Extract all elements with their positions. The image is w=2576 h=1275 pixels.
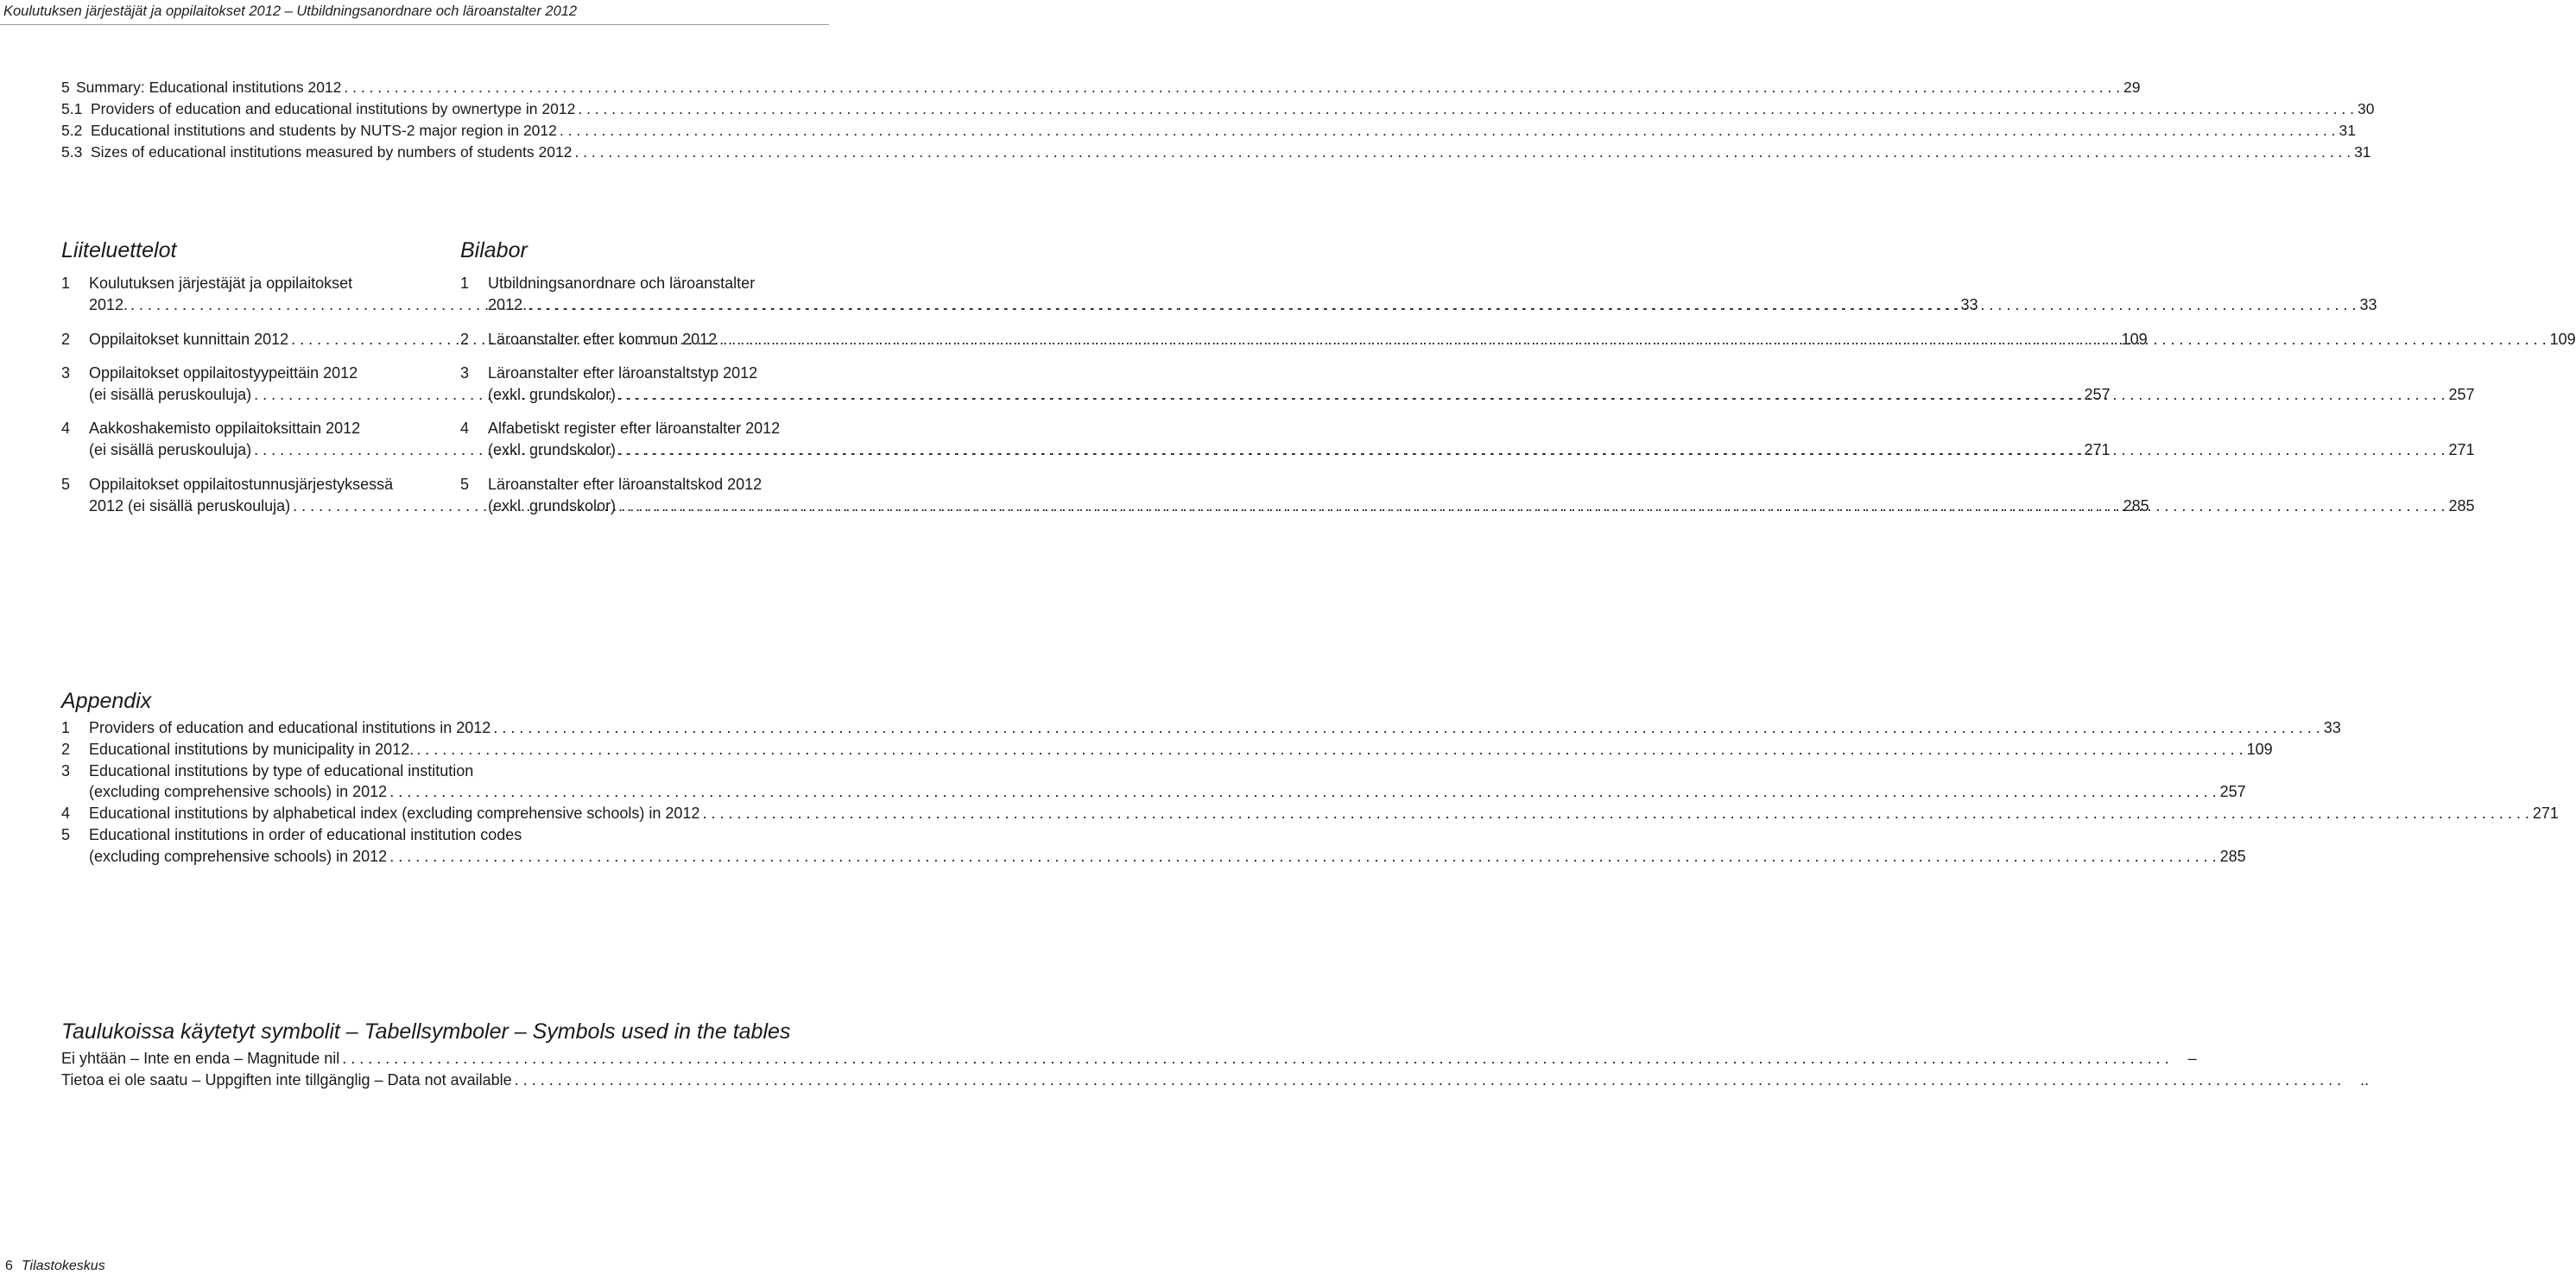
liiteluettelot-heading: Liiteluettelot bbox=[61, 238, 177, 262]
dot-leader bbox=[578, 99, 2354, 118]
toc-title-continued: (exkl. grundskolor) bbox=[488, 441, 617, 458]
toc-page: 31 bbox=[2339, 122, 2357, 139]
dot-leader bbox=[574, 142, 2351, 161]
toc-number: 5.3 bbox=[61, 143, 83, 161]
toc-number: 2 bbox=[460, 331, 470, 348]
bilabor-heading: Bilabor bbox=[460, 238, 528, 262]
toc-title: Educational institutions by type of educational institution bbox=[89, 762, 474, 780]
toc-entry-5-1[interactable] bbox=[61, 99, 2375, 118]
toc-number: 3 bbox=[61, 762, 71, 780]
toc-number: 2 bbox=[61, 331, 71, 348]
dot-leader bbox=[515, 1070, 2341, 1089]
toc-page: 285 bbox=[2219, 848, 2246, 865]
appendix-1[interactable] bbox=[61, 718, 2341, 737]
bilaga-5-line2[interactable] bbox=[488, 496, 2475, 515]
liite-1-line1[interactable] bbox=[61, 274, 352, 293]
liite-1-line2[interactable] bbox=[89, 295, 1978, 314]
dot-leader bbox=[529, 295, 2356, 314]
toc-entry-5-2[interactable] bbox=[61, 121, 2357, 140]
toc-page: 33 bbox=[2359, 296, 2377, 313]
toc-title: Oppilaitokset kunnittain 2012 bbox=[89, 331, 289, 348]
toc-title: Läroanstalter efter läroanstaltstyp 2012 bbox=[488, 364, 758, 382]
toc-number: 5 bbox=[61, 476, 71, 493]
toc-number: 4 bbox=[61, 420, 71, 437]
toc-title-continued: (excluding comprehensive schools) in 2012 bbox=[89, 783, 388, 800]
bilaga-4-line1[interactable] bbox=[460, 419, 780, 438]
toc-number: 2 bbox=[61, 741, 71, 758]
toc-entry-5[interactable] bbox=[61, 78, 2141, 97]
toc-number: 5.1 bbox=[61, 100, 83, 117]
dot-leader bbox=[618, 385, 2445, 404]
toc-number: 5 bbox=[460, 476, 470, 493]
bilaga-1-line2[interactable] bbox=[488, 295, 2377, 314]
appendix-3-line2[interactable] bbox=[89, 782, 2246, 801]
toc-page: 257 bbox=[2448, 386, 2475, 403]
toc-page: 109 bbox=[2549, 331, 2576, 348]
liite-5-line1[interactable] bbox=[61, 475, 393, 494]
bilaga-3-line2[interactable] bbox=[488, 385, 2475, 404]
bilaga-3-line1[interactable] bbox=[460, 363, 757, 382]
toc-title: Alfabetiskt register efter läroanstalter 2012 bbox=[488, 420, 781, 437]
dot-leader bbox=[618, 496, 2445, 515]
liite-4-line1[interactable] bbox=[61, 419, 360, 438]
toc-number: 5 bbox=[61, 826, 71, 843]
toc-number: 3 bbox=[61, 364, 71, 382]
bilaga-2[interactable] bbox=[460, 330, 2576, 349]
toc-title-continued: (exkl. grundskolor) bbox=[488, 386, 617, 403]
symbol-label: Ei yhtään – Inte en enda – Magnitude nil bbox=[61, 1050, 340, 1067]
toc-number: 3 bbox=[460, 364, 470, 382]
toc-page: 271 bbox=[2084, 441, 2111, 458]
toc-page: 257 bbox=[2084, 386, 2111, 403]
dot-leader bbox=[389, 782, 2216, 801]
toc-title: Utbildningsanordnare och läroanstalter bbox=[488, 275, 756, 292]
appendix-heading: Appendix bbox=[61, 689, 152, 713]
toc-page: 30 bbox=[2358, 100, 2375, 117]
toc-page: 33 bbox=[1960, 296, 1978, 313]
page-number: 6 bbox=[5, 1259, 13, 1273]
toc-title-continued: 2012 (ei sisällä peruskouluja) bbox=[89, 497, 291, 514]
symbol-not-available bbox=[61, 1070, 2370, 1089]
symbol-glyph: .. bbox=[2360, 1071, 2370, 1089]
toc-title: Läroanstalter efter kommun 2012 bbox=[488, 331, 718, 348]
toc-number: 5.2 bbox=[61, 122, 83, 139]
toc-page: 257 bbox=[2219, 783, 2246, 800]
toc-page: 31 bbox=[2354, 143, 2371, 161]
dot-leader bbox=[719, 330, 2546, 349]
symbol-glyph: – bbox=[2187, 1050, 2197, 1067]
dot-leader bbox=[618, 440, 2445, 459]
running-head bbox=[0, 0, 829, 25]
toc-number: 4 bbox=[61, 805, 71, 822]
toc-title: Summary: Educational institutions 2012 bbox=[76, 79, 342, 96]
page-footer bbox=[5, 1259, 105, 1274]
running-head-title: Koulutuksen järjestäjät ja oppilaitokset 2012 – Utbildningsanordnare och läroanstalter 2012 bbox=[3, 3, 578, 19]
bilaga-1-line1[interactable] bbox=[460, 274, 755, 293]
toc-number: 1 bbox=[61, 719, 71, 736]
toc-page: 109 bbox=[2121, 331, 2148, 348]
symbol-label: Tietoa ei ole saatu – Uppgiften inte tillgänglig – Data not available bbox=[61, 1071, 512, 1089]
symbol-nil bbox=[61, 1049, 2197, 1068]
dot-leader bbox=[493, 718, 2320, 737]
toc-title: Oppilaitokset oppilaitostunnusjärjestyksessä bbox=[89, 476, 394, 493]
toc-title: Educational institutions in order of educational institution codes bbox=[89, 826, 522, 843]
bilaga-5-line1[interactable] bbox=[460, 475, 762, 494]
toc-title: Läroanstalter efter läroanstaltskod 2012 bbox=[488, 476, 763, 493]
toc-title: Educational institutions by municipality in 2012. bbox=[89, 741, 415, 758]
toc-number: 4 bbox=[460, 420, 470, 437]
toc-page: 33 bbox=[2323, 719, 2341, 736]
toc-title-continued: 2012. bbox=[488, 296, 528, 313]
toc-number: 1 bbox=[460, 275, 470, 292]
symbols-heading: Taulukoissa käytetyt symbolit – Tabellsymboler – Symbols used in the tables bbox=[61, 1019, 791, 1044]
toc-page: 271 bbox=[2532, 805, 2559, 822]
toc-page: 29 bbox=[2123, 79, 2141, 96]
dot-leader bbox=[389, 847, 2216, 866]
liite-3-line1[interactable] bbox=[61, 363, 358, 382]
dot-leader bbox=[416, 740, 2243, 759]
publisher-name: Tilastokeskus bbox=[21, 1259, 105, 1273]
dot-leader bbox=[344, 78, 2120, 97]
appendix-5-line2[interactable] bbox=[89, 847, 2246, 866]
dot-leader bbox=[342, 1049, 2168, 1068]
dot-leader bbox=[560, 121, 2336, 140]
toc-title-continued: 2012. bbox=[89, 296, 129, 313]
toc-title: Aakkoshakemisto oppilaitoksittain 2012 bbox=[89, 420, 361, 437]
toc-number: 5 bbox=[61, 79, 70, 96]
toc-title: Oppilaitokset oppilaitostyypeittäin 2012 bbox=[89, 364, 358, 382]
toc-entry-5-3[interactable] bbox=[61, 142, 2371, 161]
toc-page: 285 bbox=[2123, 497, 2149, 514]
toc-title-continued: (ei sisällä peruskouluja) bbox=[89, 386, 252, 403]
toc-title: Koulutuksen järjestäjät ja oppilaitokset bbox=[89, 275, 353, 292]
toc-title: Educational institutions by alphabetical index (excluding comprehensive schools) in 2012 bbox=[89, 805, 700, 822]
toc-title: Sizes of educational institutions measured by numbers of students 2012 bbox=[91, 143, 573, 161]
toc-number: 1 bbox=[61, 275, 71, 292]
toc-page: 271 bbox=[2448, 441, 2475, 458]
appendix-2[interactable] bbox=[61, 740, 2273, 759]
dot-leader bbox=[702, 804, 2529, 823]
toc-page: 285 bbox=[2448, 497, 2475, 514]
toc-title: Educational institutions and students by NUTS-2 major region in 2012 bbox=[91, 122, 557, 139]
toc-title-continued: (exkl. grundskolor) bbox=[488, 497, 617, 514]
toc-title-continued: (ei sisällä peruskouluja) bbox=[89, 441, 252, 458]
toc-page: 109 bbox=[2246, 741, 2273, 758]
appendix-3-line1[interactable] bbox=[61, 761, 473, 780]
appendix-4[interactable] bbox=[61, 804, 2559, 823]
toc-title-continued: (excluding comprehensive schools) in 2012 bbox=[89, 848, 388, 865]
appendix-5-line1[interactable] bbox=[61, 825, 522, 844]
toc-title: Providers of education and educational institutions in 2012 bbox=[89, 719, 491, 736]
toc-title: Providers of education and educational institutions by ownertype in 2012 bbox=[91, 100, 576, 117]
bilaga-4-line2[interactable] bbox=[488, 440, 2475, 459]
